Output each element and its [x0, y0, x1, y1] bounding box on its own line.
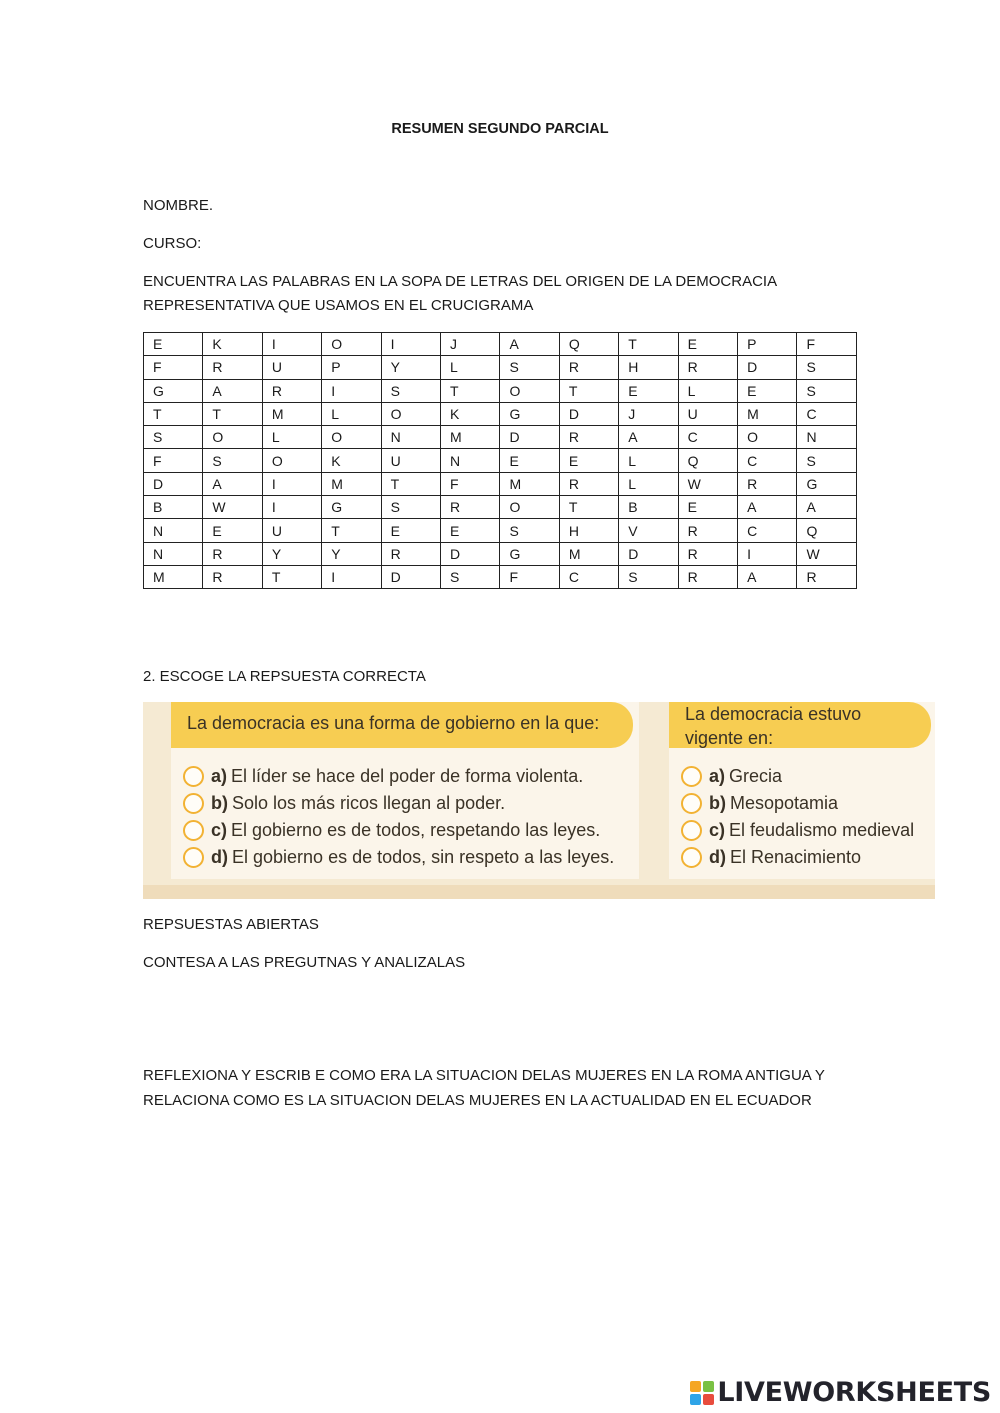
- question-2-prompt: La democracia estuvo vigente en:: [669, 702, 931, 748]
- radio-circle-icon[interactable]: [183, 766, 204, 787]
- grid-row: [144, 356, 857, 379]
- question-2-option-b[interactable]: b) Mesopotamia: [681, 790, 838, 817]
- grid-cell: W: [203, 496, 262, 519]
- grid-cell: N: [441, 449, 500, 472]
- grid-cell: K: [441, 402, 500, 425]
- grid-cell: O: [381, 402, 440, 425]
- word-search-grid: [143, 332, 857, 589]
- grid-cell: O: [500, 496, 559, 519]
- grid-cell: J: [619, 402, 678, 425]
- logo-tile: [690, 1394, 701, 1405]
- grid-cell: N: [144, 519, 203, 542]
- grid-row: [144, 333, 857, 356]
- grid-cell: T: [441, 379, 500, 402]
- grid-cell: S: [144, 426, 203, 449]
- grid-row: [144, 426, 857, 449]
- grid-cell: A: [797, 496, 857, 519]
- grid-cell: C: [559, 565, 618, 588]
- grid-cell: E: [738, 379, 797, 402]
- section-2-heading: 2. ESCOGE LA REPSUESTA CORRECTA: [143, 668, 426, 685]
- radio-circle-icon[interactable]: [681, 766, 702, 787]
- question-1-option-b[interactable]: b) Solo los más ricos llegan al poder.: [183, 790, 505, 817]
- grid-row: [144, 542, 857, 565]
- grid-cell: M: [559, 542, 618, 565]
- grid-cell: J: [441, 333, 500, 356]
- grid-cell: M: [144, 565, 203, 588]
- grid-cell: R: [678, 542, 737, 565]
- grid-cell: B: [619, 496, 678, 519]
- grid-cell: Y: [262, 542, 321, 565]
- grid-cell: S: [381, 496, 440, 519]
- grid-cell: I: [322, 379, 381, 402]
- grid-cell: F: [144, 356, 203, 379]
- grid-cell: T: [559, 379, 618, 402]
- grid-cell: N: [144, 542, 203, 565]
- grid-cell: E: [678, 333, 737, 356]
- grid-cell: O: [322, 426, 381, 449]
- grid-cell: E: [381, 519, 440, 542]
- logo-tile: [703, 1381, 714, 1392]
- grid-cell: O: [322, 333, 381, 356]
- grid-cell: F: [797, 333, 857, 356]
- question-2-option-d[interactable]: d) El Renacimiento: [681, 844, 861, 871]
- instruction-line-2: REPRESENTATIVA QUE USAMOS EN EL CRUCIGRAMA: [143, 297, 534, 314]
- grid-cell: A: [203, 472, 262, 495]
- grid-cell: T: [619, 333, 678, 356]
- grid-cell: E: [144, 333, 203, 356]
- grid-cell: D: [144, 472, 203, 495]
- grid-cell: Q: [797, 519, 857, 542]
- grid-cell: Q: [678, 449, 737, 472]
- grid-cell: R: [738, 472, 797, 495]
- grid-cell: S: [797, 379, 857, 402]
- instruction-line-1: ENCUENTRA LAS PALABRAS EN LA SOPA DE LETRAS DEL ORIGEN DE LA DEMOCRACIA: [143, 273, 778, 290]
- grid-cell: R: [559, 472, 618, 495]
- question-1-prompt: La democracia es una forma de gobierno en la que:: [171, 702, 633, 748]
- grid-cell: E: [441, 519, 500, 542]
- grid-cell: S: [797, 449, 857, 472]
- grid-cell: T: [262, 565, 321, 588]
- grid-cell: F: [500, 565, 559, 588]
- grid-cell: R: [559, 356, 618, 379]
- question-1-option-d[interactable]: d) El gobierno es de todos, sin respeto a las leyes.: [183, 844, 614, 871]
- radio-circle-icon[interactable]: [681, 793, 702, 814]
- grid-cell: M: [500, 472, 559, 495]
- grid-cell: I: [381, 333, 440, 356]
- grid-cell: M: [322, 472, 381, 495]
- grid-cell: T: [559, 496, 618, 519]
- logo-tile: [703, 1394, 714, 1405]
- question-2-option-c[interactable]: c) El feudalismo medieval: [681, 817, 914, 844]
- grid-cell: E: [203, 519, 262, 542]
- grid-cell: U: [381, 449, 440, 472]
- grid-cell: H: [619, 356, 678, 379]
- grid-cell: M: [738, 402, 797, 425]
- grid-row: [144, 449, 857, 472]
- grid-cell: D: [381, 565, 440, 588]
- grid-cell: I: [262, 496, 321, 519]
- grid-cell: S: [500, 519, 559, 542]
- grid-cell: A: [738, 565, 797, 588]
- logo-tile: [690, 1381, 701, 1392]
- grid-cell: Y: [381, 356, 440, 379]
- grid-cell: R: [203, 542, 262, 565]
- grid-cell: A: [738, 496, 797, 519]
- grid-cell: D: [500, 426, 559, 449]
- grid-cell: C: [797, 402, 857, 425]
- radio-circle-icon[interactable]: [183, 820, 204, 841]
- grid-cell: N: [381, 426, 440, 449]
- grid-cell: L: [678, 379, 737, 402]
- grid-cell: G: [500, 542, 559, 565]
- grid-cell: V: [619, 519, 678, 542]
- grid-cell: T: [144, 402, 203, 425]
- logo-mark-icon: [690, 1381, 714, 1405]
- grid-cell: S: [441, 565, 500, 588]
- grid-cell: D: [441, 542, 500, 565]
- grid-cell: C: [678, 426, 737, 449]
- grid-cell: E: [559, 449, 618, 472]
- question-2-card: [669, 702, 935, 879]
- reflection-line-1: REFLEXIONA Y ESCRIB E COMO ERA LA SITUACION DELAS MUJERES EN LA ROMA ANTIGUA Y: [143, 1067, 825, 1084]
- grid-cell: T: [322, 519, 381, 542]
- grid-cell: R: [203, 565, 262, 588]
- radio-circle-icon[interactable]: [183, 793, 204, 814]
- grid-cell: L: [619, 449, 678, 472]
- grid-cell: R: [559, 426, 618, 449]
- grid-cell: T: [381, 472, 440, 495]
- grid-cell: I: [322, 565, 381, 588]
- grid-row: [144, 519, 857, 542]
- grid-cell: O: [203, 426, 262, 449]
- radio-circle-icon[interactable]: [183, 847, 204, 868]
- grid-cell: B: [144, 496, 203, 519]
- grid-cell: S: [797, 356, 857, 379]
- grid-cell: R: [441, 496, 500, 519]
- grid-cell: P: [322, 356, 381, 379]
- logo-text: LIVEWORKSHEETS: [717, 1377, 991, 1408]
- nombre-label: NOMBRE.: [143, 197, 214, 214]
- liveworksheets-logo: [690, 1377, 991, 1408]
- grid-cell: U: [262, 519, 321, 542]
- grid-cell: L: [441, 356, 500, 379]
- grid-cell: E: [619, 379, 678, 402]
- grid-row: [144, 472, 857, 495]
- grid-cell: A: [500, 333, 559, 356]
- grid-cell: R: [678, 565, 737, 588]
- grid-cell: L: [322, 402, 381, 425]
- grid-cell: R: [797, 565, 857, 588]
- question-1-option-c[interactable]: c) El gobierno es de todos, respetando las leyes.: [183, 817, 600, 844]
- document-title: RESUMEN SEGUNDO PARCIAL: [391, 121, 609, 137]
- grid-cell: R: [381, 542, 440, 565]
- grid-cell: L: [619, 472, 678, 495]
- grid-row: [144, 379, 857, 402]
- grid-cell: W: [797, 542, 857, 565]
- grid-cell: S: [500, 356, 559, 379]
- grid-cell: P: [738, 333, 797, 356]
- open-answers-instruction: CONTESA A LAS PREGUTNAS Y ANALIZALAS: [143, 954, 466, 971]
- grid-cell: R: [203, 356, 262, 379]
- grid-cell: M: [262, 402, 321, 425]
- grid-cell: A: [203, 379, 262, 402]
- grid-cell: O: [738, 426, 797, 449]
- grid-cell: W: [678, 472, 737, 495]
- grid-cell: D: [738, 356, 797, 379]
- grid-cell: S: [619, 565, 678, 588]
- question-1-card: [171, 702, 639, 879]
- grid-cell: A: [619, 426, 678, 449]
- grid-cell: R: [262, 379, 321, 402]
- multiple-choice-panel: [143, 702, 935, 899]
- grid-cell: U: [262, 356, 321, 379]
- grid-cell: D: [559, 402, 618, 425]
- open-answers-heading: REPSUESTAS ABIERTAS: [143, 916, 319, 933]
- radio-circle-icon[interactable]: [681, 820, 702, 841]
- grid-cell: H: [559, 519, 618, 542]
- grid-cell: U: [678, 402, 737, 425]
- grid-row: [144, 402, 857, 425]
- grid-cell: S: [203, 449, 262, 472]
- grid-cell: R: [678, 356, 737, 379]
- grid-cell: E: [500, 449, 559, 472]
- grid-cell: T: [203, 402, 262, 425]
- grid-cell: N: [797, 426, 857, 449]
- grid-cell: C: [738, 519, 797, 542]
- grid-row: [144, 496, 857, 519]
- grid-cell: O: [500, 379, 559, 402]
- question-2-option-a[interactable]: a) Grecia: [681, 763, 782, 790]
- grid-cell: K: [203, 333, 262, 356]
- grid-cell: S: [381, 379, 440, 402]
- question-1-option-a[interactable]: a) El líder se hace del poder de forma violenta.: [183, 763, 583, 790]
- grid-cell: L: [262, 426, 321, 449]
- grid-cell: R: [678, 519, 737, 542]
- grid-row: [144, 565, 857, 588]
- radio-circle-icon[interactable]: [681, 847, 702, 868]
- grid-cell: I: [262, 333, 321, 356]
- grid-cell: Q: [559, 333, 618, 356]
- grid-cell: I: [738, 542, 797, 565]
- grid-cell: Y: [322, 542, 381, 565]
- grid-cell: M: [441, 426, 500, 449]
- panel-bottom-strip: [143, 885, 935, 899]
- grid-cell: G: [322, 496, 381, 519]
- grid-cell: E: [678, 496, 737, 519]
- grid-cell: K: [322, 449, 381, 472]
- grid-cell: C: [738, 449, 797, 472]
- grid-cell: F: [144, 449, 203, 472]
- grid-cell: O: [262, 449, 321, 472]
- grid-cell: F: [441, 472, 500, 495]
- grid-cell: D: [619, 542, 678, 565]
- grid-cell: G: [797, 472, 857, 495]
- curso-label: CURSO:: [143, 235, 202, 252]
- grid-cell: G: [500, 402, 559, 425]
- reflection-line-2: RELACIONA COMO ES LA SITUACION DELAS MUJERES EN LA ACTUALIDAD EN EL ECUADOR: [143, 1092, 812, 1109]
- grid-cell: G: [144, 379, 203, 402]
- grid-cell: I: [262, 472, 321, 495]
